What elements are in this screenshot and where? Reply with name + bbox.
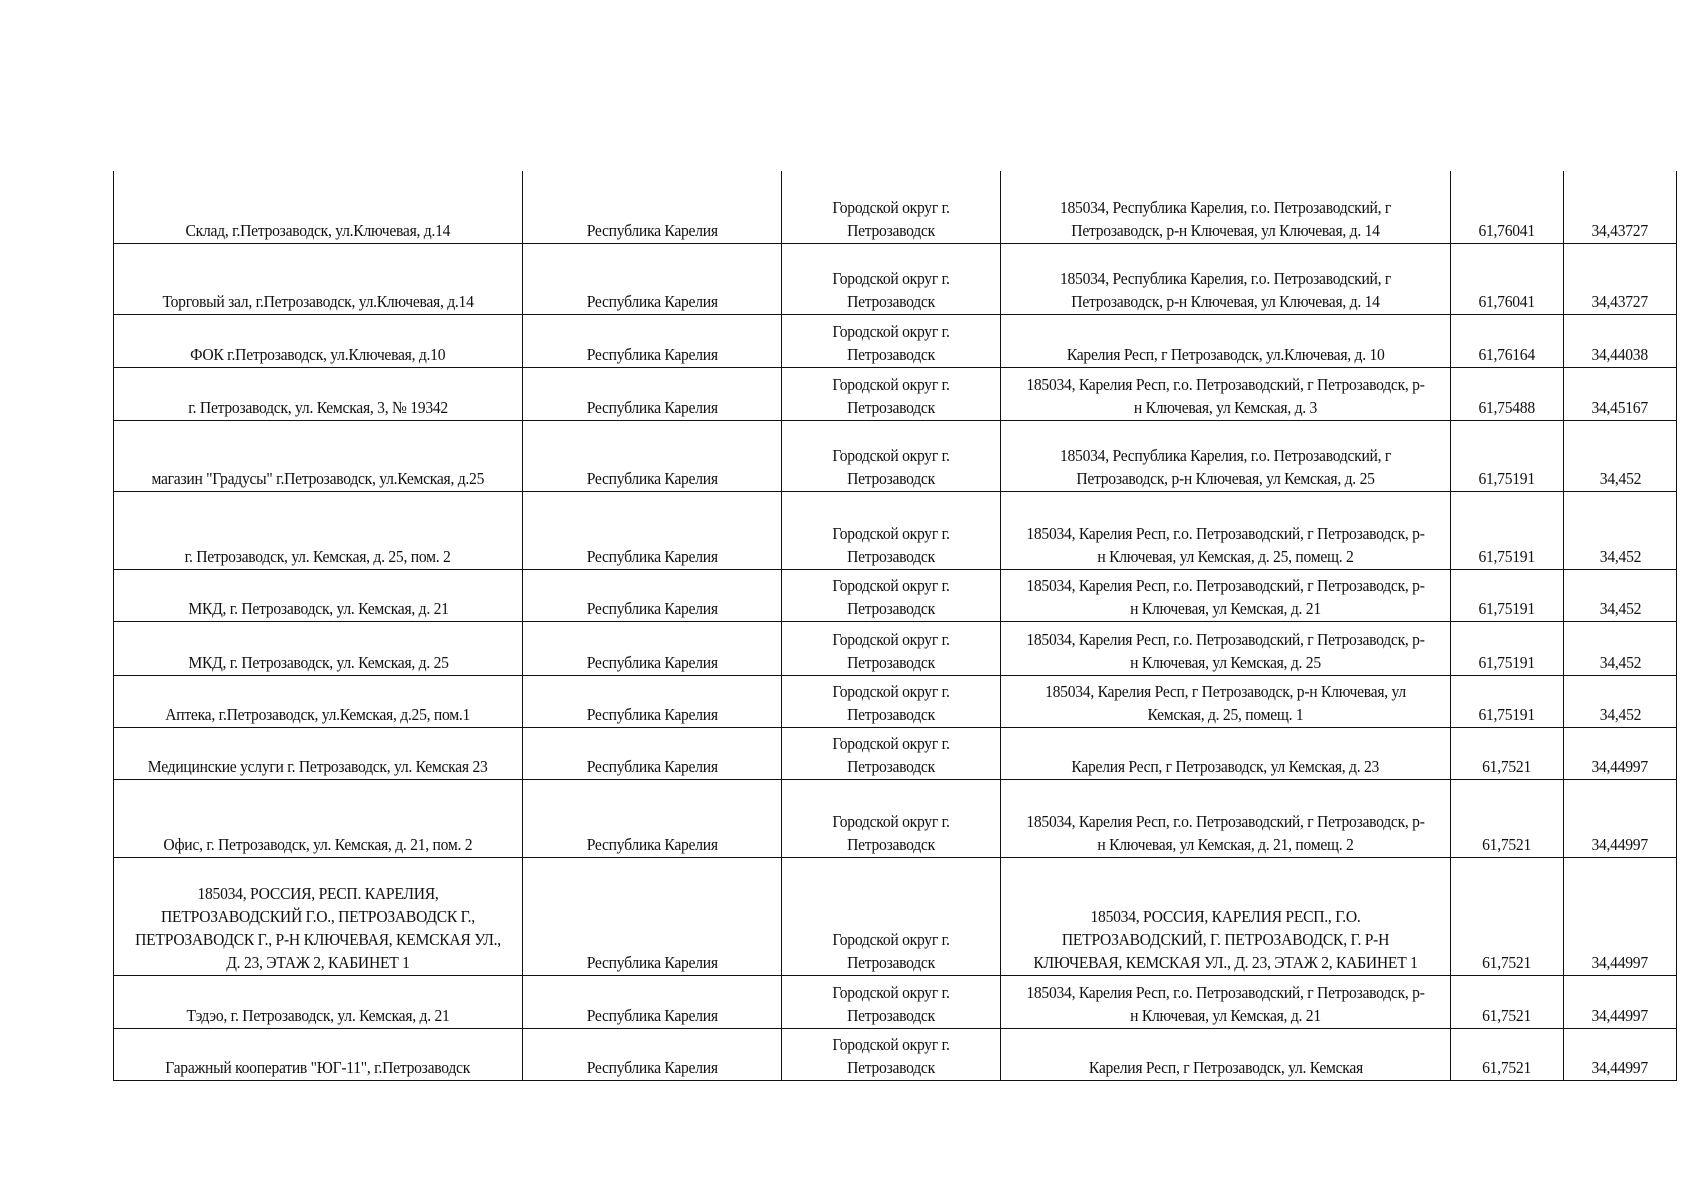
address-cell-text: 185034, Карелия Респ, г.о. Петрозаводский, г Петрозаводск, р-н Ключевая, ул Кемская, д. 25, помещ. 2 bbox=[1026, 523, 1425, 566]
table-row bbox=[114, 857, 1677, 975]
district-cell bbox=[782, 779, 1001, 857]
region-cell bbox=[523, 779, 782, 857]
address-cell-text: 185034, Карелия Респ, г.о. Петрозаводский, г Петрозаводск, р-н Ключевая, ул Кемская, д. 21, помещ. 2 bbox=[1026, 811, 1425, 854]
region-cell-text: Республика Карелия bbox=[586, 834, 718, 854]
district-cell bbox=[782, 569, 1001, 621]
address-cell-text: 185034, Карелия Респ, г.о. Петрозаводский, г Петрозаводск, р-н Ключевая, ул Кемская, д. 3 bbox=[1026, 374, 1425, 417]
district-cell bbox=[782, 621, 1001, 675]
longitude-cell-text: 34,44038 bbox=[1591, 344, 1649, 364]
table-row bbox=[114, 491, 1677, 569]
latitude-cell bbox=[1451, 171, 1564, 243]
region-cell-text: Республика Карелия bbox=[586, 652, 718, 672]
region-cell bbox=[523, 857, 782, 975]
region-cell-text: Республика Карелия bbox=[586, 756, 718, 776]
table-row bbox=[114, 569, 1677, 621]
object-name-cell bbox=[114, 569, 523, 621]
district-cell bbox=[782, 171, 1001, 243]
district-cell bbox=[782, 243, 1001, 314]
latitude-cell bbox=[1451, 857, 1564, 975]
object-name-cell bbox=[114, 420, 523, 491]
object-name-cell bbox=[114, 1028, 523, 1080]
address-cell-text: 185034, Карелия Респ, г Петрозаводск, р-н Ключевая, ул Кемская, д. 25, помещ. 1 bbox=[1045, 681, 1406, 724]
longitude-cell-text: 34,452 bbox=[1599, 468, 1641, 488]
district-cell-text: Городской округ г. Петрозаводск bbox=[832, 929, 950, 972]
longitude-cell bbox=[1564, 569, 1677, 621]
latitude-cell bbox=[1451, 779, 1564, 857]
table-row bbox=[114, 171, 1677, 243]
region-cell-text: Республика Карелия bbox=[586, 598, 718, 618]
district-cell-text: Городской округ г. Петрозаводск bbox=[832, 445, 950, 488]
table-row bbox=[114, 727, 1677, 779]
district-cell bbox=[782, 975, 1001, 1028]
longitude-cell bbox=[1564, 621, 1677, 675]
district-cell bbox=[782, 420, 1001, 491]
address-cell bbox=[1001, 1028, 1451, 1080]
longitude-cell-text: 34,452 bbox=[1599, 598, 1641, 618]
region-cell-text: Республика Карелия bbox=[586, 952, 718, 972]
object-name-cell-text: Тэдэо, г. Петрозаводск, ул. Кемская, д. 21 bbox=[186, 1005, 450, 1025]
latitude-cell bbox=[1451, 621, 1564, 675]
address-cell bbox=[1001, 779, 1451, 857]
longitude-cell bbox=[1564, 779, 1677, 857]
district-cell-text: Городской округ г. Петрозаводск bbox=[832, 1034, 950, 1077]
region-cell bbox=[523, 420, 782, 491]
region-cell bbox=[523, 621, 782, 675]
latitude-cell bbox=[1451, 243, 1564, 314]
address-cell bbox=[1001, 367, 1451, 420]
longitude-cell bbox=[1564, 420, 1677, 491]
region-cell-text: Республика Карелия bbox=[586, 1005, 718, 1025]
region-cell bbox=[523, 243, 782, 314]
address-cell-text: Карелия Респ, г Петрозаводск, ул. Кемская bbox=[1088, 1057, 1363, 1077]
longitude-cell bbox=[1564, 975, 1677, 1028]
table-row bbox=[114, 975, 1677, 1028]
address-cell-text: 185034, Карелия Респ, г.о. Петрозаводский, г Петрозаводск, р-н Ключевая, ул Кемская, д. 21 bbox=[1026, 982, 1425, 1025]
region-cell bbox=[523, 367, 782, 420]
region-cell-text: Республика Карелия bbox=[586, 220, 718, 240]
longitude-cell-text: 34,44997 bbox=[1591, 952, 1649, 972]
address-cell-text: 185034, Республика Карелия, г.о. Петрозаводский, г Петрозаводск, р-н Ключевая, ул Ключевая, д. 14 bbox=[1059, 197, 1392, 240]
latitude-cell bbox=[1451, 491, 1564, 569]
object-name-cell-text: Гаражный кооператив "ЮГ-11", г.Петрозаводск bbox=[165, 1057, 471, 1077]
object-name-cell bbox=[114, 621, 523, 675]
latitude-cell bbox=[1451, 367, 1564, 420]
region-cell bbox=[523, 727, 782, 779]
district-cell-text: Городской округ г. Петрозаводск bbox=[832, 321, 950, 364]
region-cell bbox=[523, 491, 782, 569]
table-row bbox=[114, 675, 1677, 727]
table-row bbox=[114, 1028, 1677, 1080]
longitude-cell-text: 34,44997 bbox=[1591, 834, 1649, 854]
latitude-cell-text: 61,75191 bbox=[1478, 468, 1536, 488]
address-cell bbox=[1001, 171, 1451, 243]
district-cell-text: Городской округ г. Петрозаводск bbox=[832, 733, 950, 776]
region-cell-text: Республика Карелия bbox=[586, 397, 718, 417]
address-cell bbox=[1001, 420, 1451, 491]
object-name-cell bbox=[114, 491, 523, 569]
district-cell bbox=[782, 1028, 1001, 1080]
region-cell-text: Республика Карелия bbox=[586, 546, 718, 566]
address-cell bbox=[1001, 975, 1451, 1028]
longitude-cell bbox=[1564, 367, 1677, 420]
object-name-cell bbox=[114, 171, 523, 243]
object-name-cell-text: Торговый зал, г.Петрозаводск, ул.Ключевая, д.14 bbox=[162, 291, 474, 311]
region-cell-text: Республика Карелия bbox=[586, 291, 718, 311]
latitude-cell-text: 61,75488 bbox=[1478, 397, 1536, 417]
address-cell-text: 185034, Республика Карелия, г.о. Петрозаводский, г Петрозаводск, р-н Ключевая, ул Кемская, д. 25 bbox=[1059, 445, 1392, 488]
object-name-cell bbox=[114, 243, 523, 314]
longitude-cell-text: 34,44997 bbox=[1591, 1057, 1649, 1077]
table-row bbox=[114, 779, 1677, 857]
latitude-cell-text: 61,75191 bbox=[1478, 598, 1536, 618]
longitude-cell bbox=[1564, 675, 1677, 727]
latitude-cell bbox=[1451, 569, 1564, 621]
latitude-cell-text: 61,7521 bbox=[1482, 1005, 1532, 1025]
longitude-cell bbox=[1564, 314, 1677, 367]
address-cell bbox=[1001, 621, 1451, 675]
object-name-cell-text: ФОК г.Петрозаводск, ул.Ключевая, д.10 bbox=[190, 344, 446, 364]
district-cell-text: Городской округ г. Петрозаводск bbox=[832, 681, 950, 724]
object-name-cell-text: 185034, РОССИЯ, РЕСП. КАРЕЛИЯ, ПЕТРОЗАВОДСКИЙ Г.О., ПЕТРОЗАВОДСК Г., ПЕТРОЗАВОДСК Г., Р-Н КЛЮЧЕВАЯ, КЕМСКАЯ УЛ., Д. 23, ЭТАЖ 2, КАБИНЕТ 1 bbox=[135, 883, 501, 972]
table-row bbox=[114, 420, 1677, 491]
longitude-cell-text: 34,452 bbox=[1599, 652, 1641, 672]
district-cell-text: Городской округ г. Петрозаводск bbox=[832, 523, 950, 566]
address-cell bbox=[1001, 727, 1451, 779]
latitude-cell-text: 61,76041 bbox=[1478, 291, 1536, 311]
object-name-cell bbox=[114, 367, 523, 420]
address-cell-text: Карелия Респ, г Петрозаводск, ул Кемская, д. 23 bbox=[1071, 756, 1380, 776]
region-cell bbox=[523, 171, 782, 243]
district-cell bbox=[782, 367, 1001, 420]
latitude-cell-text: 61,76164 bbox=[1478, 344, 1536, 364]
latitude-cell bbox=[1451, 1028, 1564, 1080]
longitude-cell bbox=[1564, 243, 1677, 314]
latitude-cell-text: 61,7521 bbox=[1482, 834, 1532, 854]
table-row bbox=[114, 621, 1677, 675]
district-cell bbox=[782, 727, 1001, 779]
object-name-cell-text: Аптека, г.Петрозаводск, ул.Кемская, д.25, пом.1 bbox=[165, 704, 471, 724]
object-name-cell bbox=[114, 779, 523, 857]
object-name-cell bbox=[114, 975, 523, 1028]
address-cell bbox=[1001, 857, 1451, 975]
address-cell bbox=[1001, 675, 1451, 727]
longitude-cell bbox=[1564, 857, 1677, 975]
longitude-cell-text: 34,44997 bbox=[1591, 1005, 1649, 1025]
object-name-cell bbox=[114, 857, 523, 975]
locations-table bbox=[113, 171, 1677, 1081]
object-name-cell-text: Медицинские услуги г. Петрозаводск, ул. Кемская 23 bbox=[148, 756, 488, 776]
district-cell-text: Городской округ г. Петрозаводск bbox=[832, 575, 950, 618]
address-cell-text: 185034, Республика Карелия, г.о. Петрозаводский, г Петрозаводск, р-н Ключевая, ул Ключевая, д. 14 bbox=[1059, 268, 1392, 311]
region-cell-text: Республика Карелия bbox=[586, 704, 718, 724]
district-cell bbox=[782, 491, 1001, 569]
district-cell-text: Городской округ г. Петрозаводск bbox=[832, 268, 950, 311]
object-name-cell-text: МКД, г. Петрозаводск, ул. Кемская, д. 25 bbox=[187, 652, 449, 672]
latitude-cell bbox=[1451, 675, 1564, 727]
address-cell bbox=[1001, 569, 1451, 621]
latitude-cell-text: 61,76041 bbox=[1478, 220, 1536, 240]
address-cell bbox=[1001, 243, 1451, 314]
address-cell-text: 185034, Карелия Респ, г.о. Петрозаводский, г Петрозаводск, р-н Ключевая, ул Кемская, д. 25 bbox=[1026, 629, 1425, 672]
district-cell-text: Городской округ г. Петрозаводск bbox=[832, 629, 950, 672]
district-cell bbox=[782, 675, 1001, 727]
table-row bbox=[114, 314, 1677, 367]
object-name-cell-text: г. Петрозаводск, ул. Кемская, 3, № 19342 bbox=[188, 397, 448, 417]
longitude-cell bbox=[1564, 727, 1677, 779]
object-name-cell bbox=[114, 314, 523, 367]
region-cell bbox=[523, 975, 782, 1028]
latitude-cell-text: 61,75191 bbox=[1478, 704, 1536, 724]
object-name-cell-text: магазин "Градусы" г.Петрозаводск, ул.Кемская, д.25 bbox=[151, 468, 485, 488]
longitude-cell bbox=[1564, 171, 1677, 243]
longitude-cell-text: 34,44997 bbox=[1591, 756, 1649, 776]
longitude-cell-text: 34,452 bbox=[1599, 546, 1641, 566]
table-row bbox=[114, 243, 1677, 314]
region-cell bbox=[523, 1028, 782, 1080]
longitude-cell-text: 34,43727 bbox=[1591, 220, 1649, 240]
address-cell bbox=[1001, 491, 1451, 569]
latitude-cell-text: 61,7521 bbox=[1482, 952, 1532, 972]
object-name-cell bbox=[114, 727, 523, 779]
address-cell-text: 185034, Карелия Респ, г.о. Петрозаводский, г Петрозаводск, р-н Ключевая, ул Кемская, д. 21 bbox=[1026, 575, 1425, 618]
object-name-cell-text: г. Петрозаводск, ул. Кемская, д. 25, пом. 2 bbox=[185, 546, 451, 566]
address-cell-text: Карелия Респ, г Петрозаводск, ул.Ключевая, д. 10 bbox=[1066, 344, 1385, 364]
region-cell bbox=[523, 675, 782, 727]
district-cell bbox=[782, 314, 1001, 367]
object-name-cell-text: Офис, г. Петрозаводск, ул. Кемская, д. 21, пом. 2 bbox=[163, 834, 473, 854]
latitude-cell bbox=[1451, 975, 1564, 1028]
address-cell-text: 185034, РОССИЯ, КАРЕЛИЯ РЕСП., Г.О. ПЕТРОЗАВОДСКИЙ, Г. ПЕТРОЗАВОДСК, Г. Р-Н КЛЮЧЕВАЯ, КЕМСКАЯ УЛ., Д. 23, ЭТАЖ 2, КАБИНЕТ 1 bbox=[1033, 906, 1418, 972]
latitude-cell bbox=[1451, 420, 1564, 491]
region-cell bbox=[523, 314, 782, 367]
region-cell-text: Республика Карелия bbox=[586, 468, 718, 488]
object-name-cell-text: МКД, г. Петрозаводск, ул. Кемская, д. 21 bbox=[187, 598, 449, 618]
longitude-cell-text: 34,43727 bbox=[1591, 291, 1649, 311]
table-row bbox=[114, 367, 1677, 420]
latitude-cell-text: 61,75191 bbox=[1478, 546, 1536, 566]
region-cell-text: Республика Карелия bbox=[586, 1057, 718, 1077]
longitude-cell bbox=[1564, 1028, 1677, 1080]
district-cell-text: Городской округ г. Петрозаводск bbox=[832, 982, 950, 1025]
latitude-cell bbox=[1451, 314, 1564, 367]
object-name-cell-text: Склад, г.Петрозаводск, ул.Ключевая, д.14 bbox=[185, 220, 451, 240]
district-cell bbox=[782, 857, 1001, 975]
object-name-cell bbox=[114, 675, 523, 727]
longitude-cell-text: 34,45167 bbox=[1591, 397, 1649, 417]
latitude-cell-text: 61,75191 bbox=[1478, 652, 1536, 672]
longitude-cell-text: 34,452 bbox=[1599, 704, 1641, 724]
district-cell-text: Городской округ г. Петрозаводск bbox=[832, 374, 950, 417]
district-cell-text: Городской округ г. Петрозаводск bbox=[832, 811, 950, 854]
longitude-cell bbox=[1564, 491, 1677, 569]
region-cell-text: Республика Карелия bbox=[586, 344, 718, 364]
district-cell-text: Городской округ г. Петрозаводск bbox=[832, 197, 950, 240]
latitude-cell-text: 61,7521 bbox=[1482, 1057, 1532, 1077]
latitude-cell bbox=[1451, 727, 1564, 779]
latitude-cell-text: 61,7521 bbox=[1482, 756, 1532, 776]
region-cell bbox=[523, 569, 782, 621]
address-cell bbox=[1001, 314, 1451, 367]
